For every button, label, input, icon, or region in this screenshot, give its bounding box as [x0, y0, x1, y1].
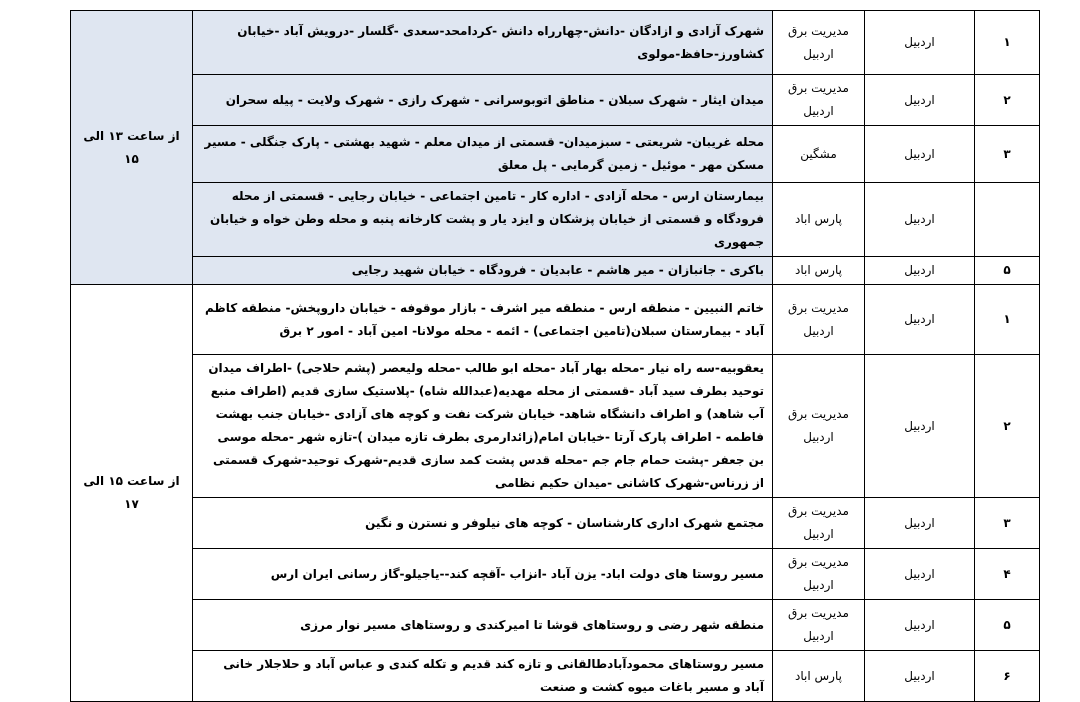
city-cell: اردبیل: [865, 498, 975, 549]
city-cell: اردبیل: [865, 11, 975, 75]
row-number: ۵: [975, 257, 1040, 285]
area-cell: مجتمع شهرک اداری کارشناسان - کوچه های نیلوفر و نسترن و نگین: [193, 498, 773, 549]
city-cell: اردبیل: [865, 549, 975, 600]
area-cell: منطقه شهر رضی و روستاهای قوشا تا امیرکندی و روستاهای مسیر نوار مرزی: [193, 600, 773, 651]
area-cell: مسیر روستاهای محمودآبادطالقانی و تازه کند قدیم و تکله کندی و عباس آباد و حلاجلار خانی آباد و مسیر باغات میوه کشت و صنعت: [193, 651, 773, 702]
office-cell: مشگین: [773, 126, 865, 183]
city-cell: اردبیل: [865, 257, 975, 285]
row-number: [975, 183, 1040, 257]
area-cell: مسیر روستا های دولت اباد- یزن آباد -انزاب -آقچه کند--یاجیلو-گاز رسانی ایران ارس: [193, 549, 773, 600]
city-cell: اردبیل: [865, 600, 975, 651]
area-cell: باکری - جانبازان - میر هاشم - عابدیان - فرودگاه - خیابان شهید رجایی: [193, 257, 773, 285]
row-number: ۳: [975, 498, 1040, 549]
city-cell: اردبیل: [865, 126, 975, 183]
row-number: ۲: [975, 355, 1040, 498]
row-number: ۱: [975, 285, 1040, 355]
office-cell: پارس اباد: [773, 183, 865, 257]
table-row: [71, 126, 1040, 183]
area-cell: بیمارستان ارس - محله آزادی - اداره کار - تامین اجتماعی - خیابان رجایی - قسمتی از محله فرودگاه و قسمتی از خیابان پزشکان و ایزد یار و پشت کارخانه پنبه و محله وطن خواه و خیابان جمهوری: [193, 183, 773, 257]
area-cell: میدان ایثار - شهرک سبلان - مناطق اتوبوسرانی - شهرک رازی - شهرک ولایت - پیله سحران: [193, 75, 773, 126]
city-cell: اردبیل: [865, 285, 975, 355]
table-row: [71, 75, 1040, 126]
office-cell: مدیریت برق اردبیل: [773, 600, 865, 651]
area-cell: محله غریبان- شریعتی - سبزمیدان- قسمتی از میدان معلم - شهید بهشتی - پارک جنگلی - مسیر مسکن مهر - موئیل - زمین گرمایی - پل معلق: [193, 126, 773, 183]
row-number: ۶: [975, 651, 1040, 702]
row-number: ۴: [975, 549, 1040, 600]
outage-schedule-table: [70, 10, 1040, 702]
area-cell: یعقوبیه-سه راه نیار -محله بهار آباد -محله ابو طالب -محله ولیعصر (پشم حلاجی) -اطراف میدان توحید بطرف سید آباد -قسمتی از محله مهدیه(عبدالله شاه) -پلاستیک سازی قدیم (اطراف منبع آب شاهد) و اطراف دانشگاه شاهد- خیابان شرکت نفت و کوچه های آزادی -خیابان جنب بهشت فاطمه - اطراف پارک آرتا -خیابان امام(زائدارمری بطرف تازه میدان )-تازه شهر -محله موسی بن جعفر -پشت حمام جام جم -محله قدس پشت کمد سازی قدیم-شهرک توحید-شهرک قسمتی از زرناس-شهرک کاشانی -میدان حکیم نظامی: [193, 355, 773, 498]
row-number: ۵: [975, 600, 1040, 651]
table-row: [71, 549, 1040, 600]
office-cell: مدیریت برق اردبیل: [773, 11, 865, 75]
table-row: [71, 183, 1040, 257]
row-number: ۲: [975, 75, 1040, 126]
table-row: [71, 257, 1040, 285]
area-cell: شهرک آزادی و ازادگان -دانش-چهارراه دانش -کردامحد-سعدی -گلسار -درویش آباد -خیابان کشاورز-حافظ-مولوی: [193, 11, 773, 75]
city-cell: اردبیل: [865, 355, 975, 498]
area-cell: خاتم النبیین - منطقه ارس - منطقه میر اشرف - بازار موقوفه - خیابان داروپخش- منطقه کاظم آباد - بیمارستان سبلان(تامین اجتماعی) - ائمه - محله مولانا- امین آباد - امور ۲ برق: [193, 285, 773, 355]
office-cell: مدیریت برق اردبیل: [773, 498, 865, 549]
table-row: [71, 651, 1040, 702]
office-cell: مدیریت برق اردبیل: [773, 75, 865, 126]
office-cell: مدیریت برق اردبیل: [773, 285, 865, 355]
table-row: [71, 355, 1040, 498]
office-cell: مدیریت برق اردبیل: [773, 355, 865, 498]
table-row: [71, 285, 1040, 355]
city-cell: اردبیل: [865, 651, 975, 702]
table-row: [71, 498, 1040, 549]
table-row: [71, 600, 1040, 651]
office-cell: پارس اباد: [773, 257, 865, 285]
time-range-cell: از ساعت ۱۳ الی ۱۵: [71, 11, 193, 285]
office-cell: مدیریت برق اردبیل: [773, 549, 865, 600]
row-number: ۳: [975, 126, 1040, 183]
time-range-cell: از ساعت ۱۵ الی ۱۷: [71, 285, 193, 702]
row-number: ۱: [975, 11, 1040, 75]
office-cell: پارس اباد: [773, 651, 865, 702]
city-cell: اردبیل: [865, 183, 975, 257]
table-row: [71, 11, 1040, 75]
city-cell: اردبیل: [865, 75, 975, 126]
